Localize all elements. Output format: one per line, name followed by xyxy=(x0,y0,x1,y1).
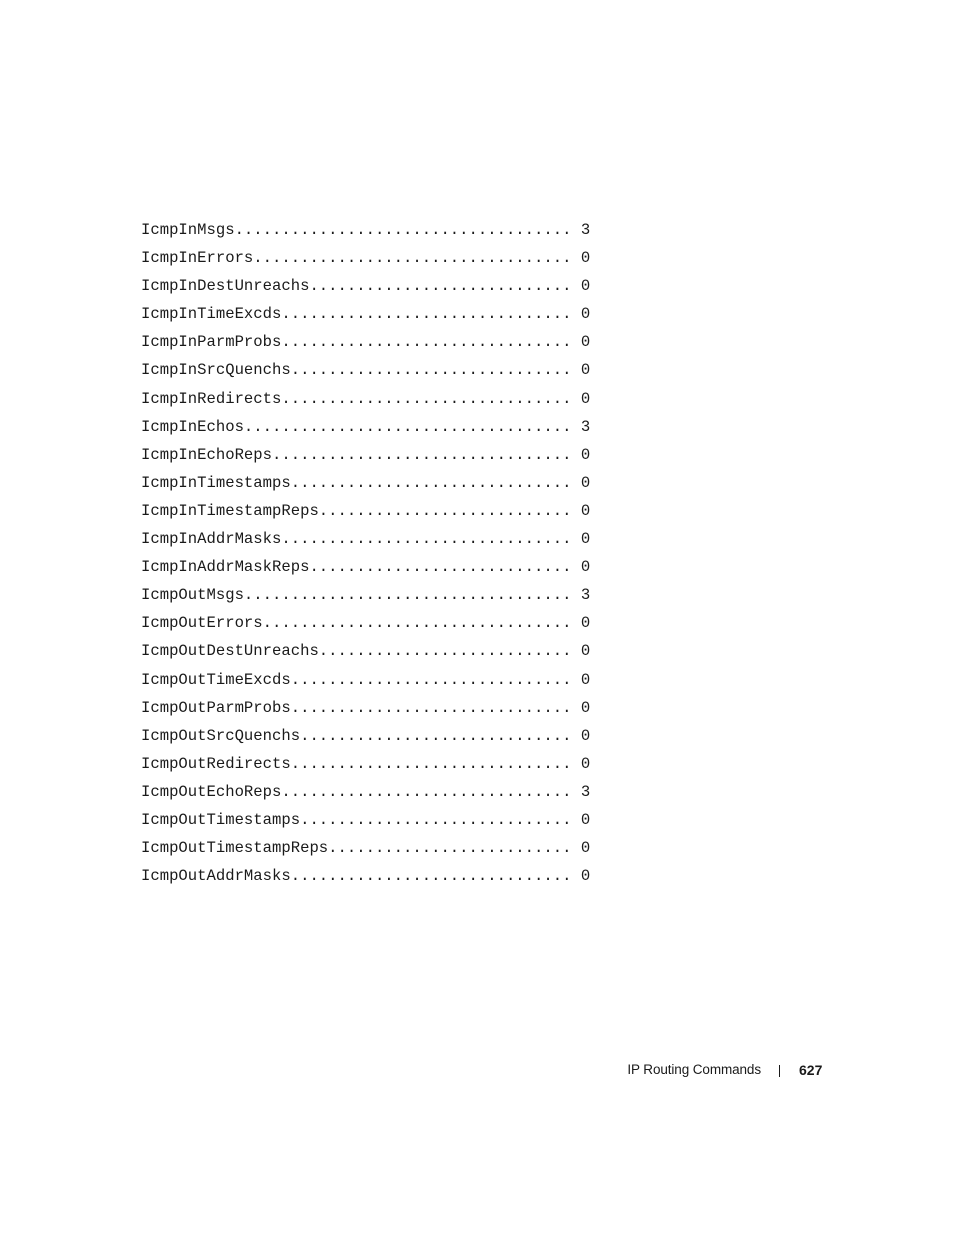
code-line: IcmpInParmProbs............................... 0 xyxy=(141,333,591,352)
code-line: IcmpOutTimestampReps.......................... 0 xyxy=(141,839,591,858)
code-line: IcmpInDestUnreachs............................ 0 xyxy=(141,277,591,296)
code-line: IcmpInTimestampReps........................... 0 xyxy=(141,501,591,520)
code-line: IcmpOutTimeExcds.............................. 0 xyxy=(141,670,591,689)
footer-section-title: IP Routing Commands xyxy=(627,1062,761,1077)
code-line: IcmpInAddrMasks............................... 0 xyxy=(141,530,591,549)
code-line: IcmpOutRedirects.............................. 0 xyxy=(141,754,591,773)
code-line: IcmpOutParmProbs.............................. 0 xyxy=(141,698,591,717)
code-line: IcmpOutTimestamps............................. 0 xyxy=(141,810,591,829)
footer-divider xyxy=(779,1065,780,1077)
code-line: IcmpInTimestamps.............................. 0 xyxy=(141,473,591,492)
code-line: IcmpInErrors.................................. 0 xyxy=(141,249,591,268)
code-line: IcmpOutEchoReps............................... 3 xyxy=(141,782,591,801)
code-line: IcmpInEchos................................... 3 xyxy=(141,417,591,436)
page-footer xyxy=(0,1060,954,1080)
code-line: IcmpInTimeExcds............................... 0 xyxy=(141,305,591,324)
code-line: IcmpOutErrors................................. 0 xyxy=(141,614,591,633)
code-line: IcmpInEchoReps................................ 0 xyxy=(141,445,591,464)
code-line: IcmpInMsgs.................................... 3 xyxy=(141,221,591,239)
code-line: IcmpInAddrMaskReps............................ 0 xyxy=(141,558,591,577)
code-output-block xyxy=(141,216,590,890)
code-line: IcmpOutDestUnreachs........................... 0 xyxy=(141,642,591,661)
code-line: IcmpOutAddrMasks.............................. 0 xyxy=(141,867,591,886)
code-line: IcmpOutSrcQuenchs............................. 0 xyxy=(141,726,591,745)
code-line: IcmpOutMsgs................................... 3 xyxy=(141,586,591,605)
code-line: IcmpInSrcQuenchs.............................. 0 xyxy=(141,361,591,380)
page-number: 627 xyxy=(799,1062,823,1078)
code-line: IcmpInRedirects............................... 0 xyxy=(141,389,591,408)
